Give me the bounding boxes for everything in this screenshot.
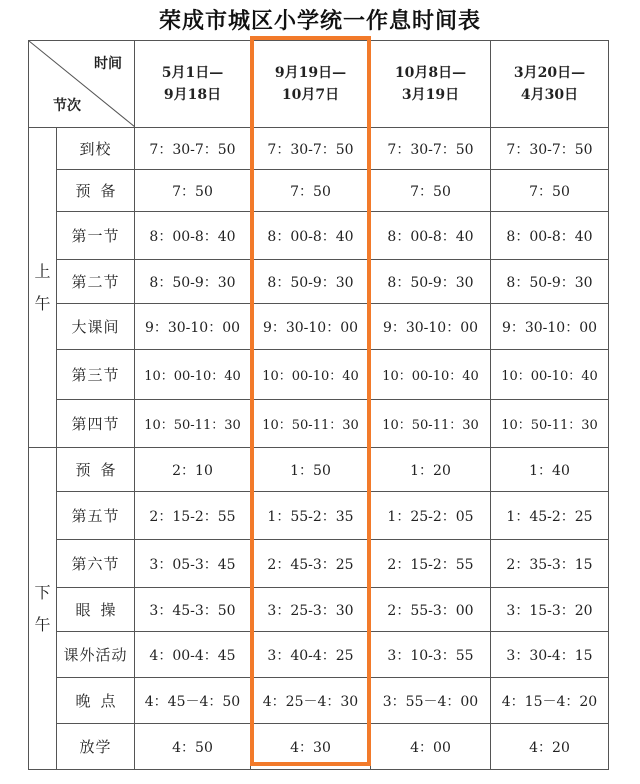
time-cell: 2：15-2：55 bbox=[371, 540, 491, 588]
row-item-label: 预备 bbox=[57, 448, 135, 492]
period-header-3 bbox=[371, 41, 491, 128]
row-item-label: 晚点 bbox=[57, 678, 135, 724]
time-cell: 2：55-3：00 bbox=[371, 588, 491, 632]
time-cell: 2：45-3：25 bbox=[251, 540, 371, 588]
period-header-1 bbox=[135, 41, 251, 128]
schedule-table bbox=[28, 40, 609, 770]
time-cell: 10：00-10：40 bbox=[135, 350, 251, 400]
section-char: 午 bbox=[34, 293, 51, 313]
row-item-label: 课外活动 bbox=[57, 632, 135, 678]
period-3-start: 10月8日— bbox=[394, 65, 467, 81]
time-cell: 10：00-10：40 bbox=[491, 350, 609, 400]
table-row bbox=[29, 632, 609, 678]
time-cell: 3：25-3：30 bbox=[251, 588, 371, 632]
period-1-start: 5月1日— bbox=[161, 65, 224, 81]
time-cell: 7：30-7：50 bbox=[491, 128, 609, 170]
time-cell: 4：00 bbox=[371, 724, 491, 770]
period-1-end: 9月18日 bbox=[163, 87, 222, 103]
section-char: 上 bbox=[34, 261, 51, 281]
time-cell: 1：40 bbox=[491, 448, 609, 492]
time-cell: 8：50-9：30 bbox=[491, 260, 609, 304]
time-cell: 3：15-3：20 bbox=[491, 588, 609, 632]
time-cell: 1：50 bbox=[251, 448, 371, 492]
period-2-start: 9月19日— bbox=[274, 65, 347, 81]
time-cell: 10：50-11：30 bbox=[491, 400, 609, 448]
table-row bbox=[29, 260, 609, 304]
header-row bbox=[29, 41, 609, 128]
time-cell: 1：20 bbox=[371, 448, 491, 492]
section-morning bbox=[29, 128, 57, 448]
time-cell: 10：00-10：40 bbox=[251, 350, 371, 400]
page-title: 荣成市城区小学统一作息时间表 bbox=[158, 8, 481, 34]
time-cell: 1：45-2：25 bbox=[491, 492, 609, 540]
time-cell: 9：30-10：00 bbox=[135, 304, 251, 350]
table-row bbox=[29, 540, 609, 588]
time-cell: 8：50-9：30 bbox=[251, 260, 371, 304]
time-cell: 3：05-3：45 bbox=[135, 540, 251, 588]
time-cell: 9：30-10：00 bbox=[251, 304, 371, 350]
time-cell: 3：55－4：00 bbox=[371, 678, 491, 724]
time-cell: 8：50-9：30 bbox=[135, 260, 251, 304]
time-cell: 7：50 bbox=[251, 170, 371, 212]
time-cell: 2：10 bbox=[135, 448, 251, 492]
period-header-4 bbox=[491, 41, 609, 128]
time-cell: 4：20 bbox=[491, 724, 609, 770]
time-cell: 3：45-3：50 bbox=[135, 588, 251, 632]
table-row bbox=[29, 128, 609, 170]
table-row bbox=[29, 304, 609, 350]
section-char: 午 bbox=[34, 614, 51, 634]
table-row bbox=[29, 350, 609, 400]
table-row bbox=[29, 724, 609, 770]
table-row bbox=[29, 678, 609, 724]
corner-period-label: 节次 bbox=[53, 98, 81, 114]
time-cell: 4：15－4：20 bbox=[491, 678, 609, 724]
row-item-label: 眼操 bbox=[57, 588, 135, 632]
time-cell: 8：00-8：40 bbox=[491, 212, 609, 260]
time-cell: 8：00-8：40 bbox=[135, 212, 251, 260]
row-item-label: 预备 bbox=[57, 170, 135, 212]
corner-time-label: 时间 bbox=[94, 56, 122, 72]
table-row bbox=[29, 492, 609, 540]
row-item-label: 到校 bbox=[57, 128, 135, 170]
time-cell: 1：25-2：05 bbox=[371, 492, 491, 540]
time-cell: 7：50 bbox=[371, 170, 491, 212]
table-row bbox=[29, 448, 609, 492]
table-row bbox=[29, 588, 609, 632]
section-afternoon bbox=[29, 448, 57, 770]
time-cell: 4：50 bbox=[135, 724, 251, 770]
section-char: 下 bbox=[34, 582, 51, 602]
time-cell: 3：40-4：25 bbox=[251, 632, 371, 678]
time-cell: 10：50-11：30 bbox=[371, 400, 491, 448]
row-item-label: 第三节 bbox=[57, 350, 135, 400]
header-corner bbox=[29, 41, 135, 128]
time-cell: 10：50-11：30 bbox=[135, 400, 251, 448]
time-cell: 8：50-9：30 bbox=[371, 260, 491, 304]
row-item-label: 第五节 bbox=[57, 492, 135, 540]
time-cell: 1：55-2：35 bbox=[251, 492, 371, 540]
row-item-label: 大课间 bbox=[57, 304, 135, 350]
table-row bbox=[29, 170, 609, 212]
table-row bbox=[29, 400, 609, 448]
time-cell: 7：30-7：50 bbox=[371, 128, 491, 170]
row-item-label: 第一节 bbox=[57, 212, 135, 260]
time-cell: 4：00-4：45 bbox=[135, 632, 251, 678]
row-item-label: 第四节 bbox=[57, 400, 135, 448]
table-row bbox=[29, 212, 609, 260]
time-cell: 2：35-3：15 bbox=[491, 540, 609, 588]
time-cell: 7：50 bbox=[491, 170, 609, 212]
time-cell: 9：30-10：00 bbox=[371, 304, 491, 350]
row-item-label: 第二节 bbox=[57, 260, 135, 304]
time-cell: 4：45－4：50 bbox=[135, 678, 251, 724]
row-item-label: 放学 bbox=[57, 724, 135, 770]
period-3-end: 3月19日 bbox=[401, 87, 460, 103]
period-header-2 bbox=[251, 41, 371, 128]
time-cell: 3：30-4：15 bbox=[491, 632, 609, 678]
time-cell: 4：30 bbox=[251, 724, 371, 770]
time-cell: 7：30-7：50 bbox=[251, 128, 371, 170]
time-cell: 10：00-10：40 bbox=[371, 350, 491, 400]
period-4-start: 3月20日— bbox=[513, 65, 586, 81]
time-cell: 4：25－4：30 bbox=[251, 678, 371, 724]
period-2-end: 10月7日 bbox=[281, 87, 340, 103]
time-cell: 7：50 bbox=[135, 170, 251, 212]
row-item-label: 第六节 bbox=[57, 540, 135, 588]
time-cell: 7：30-7：50 bbox=[135, 128, 251, 170]
time-cell: 3：10-3：55 bbox=[371, 632, 491, 678]
time-cell: 2：15-2：55 bbox=[135, 492, 251, 540]
period-4-end: 4月30日 bbox=[520, 87, 579, 103]
time-cell: 8：00-8：40 bbox=[371, 212, 491, 260]
time-cell: 9：30-10：00 bbox=[491, 304, 609, 350]
time-cell: 8：00-8：40 bbox=[251, 212, 371, 260]
time-cell: 10：50-11：30 bbox=[251, 400, 371, 448]
